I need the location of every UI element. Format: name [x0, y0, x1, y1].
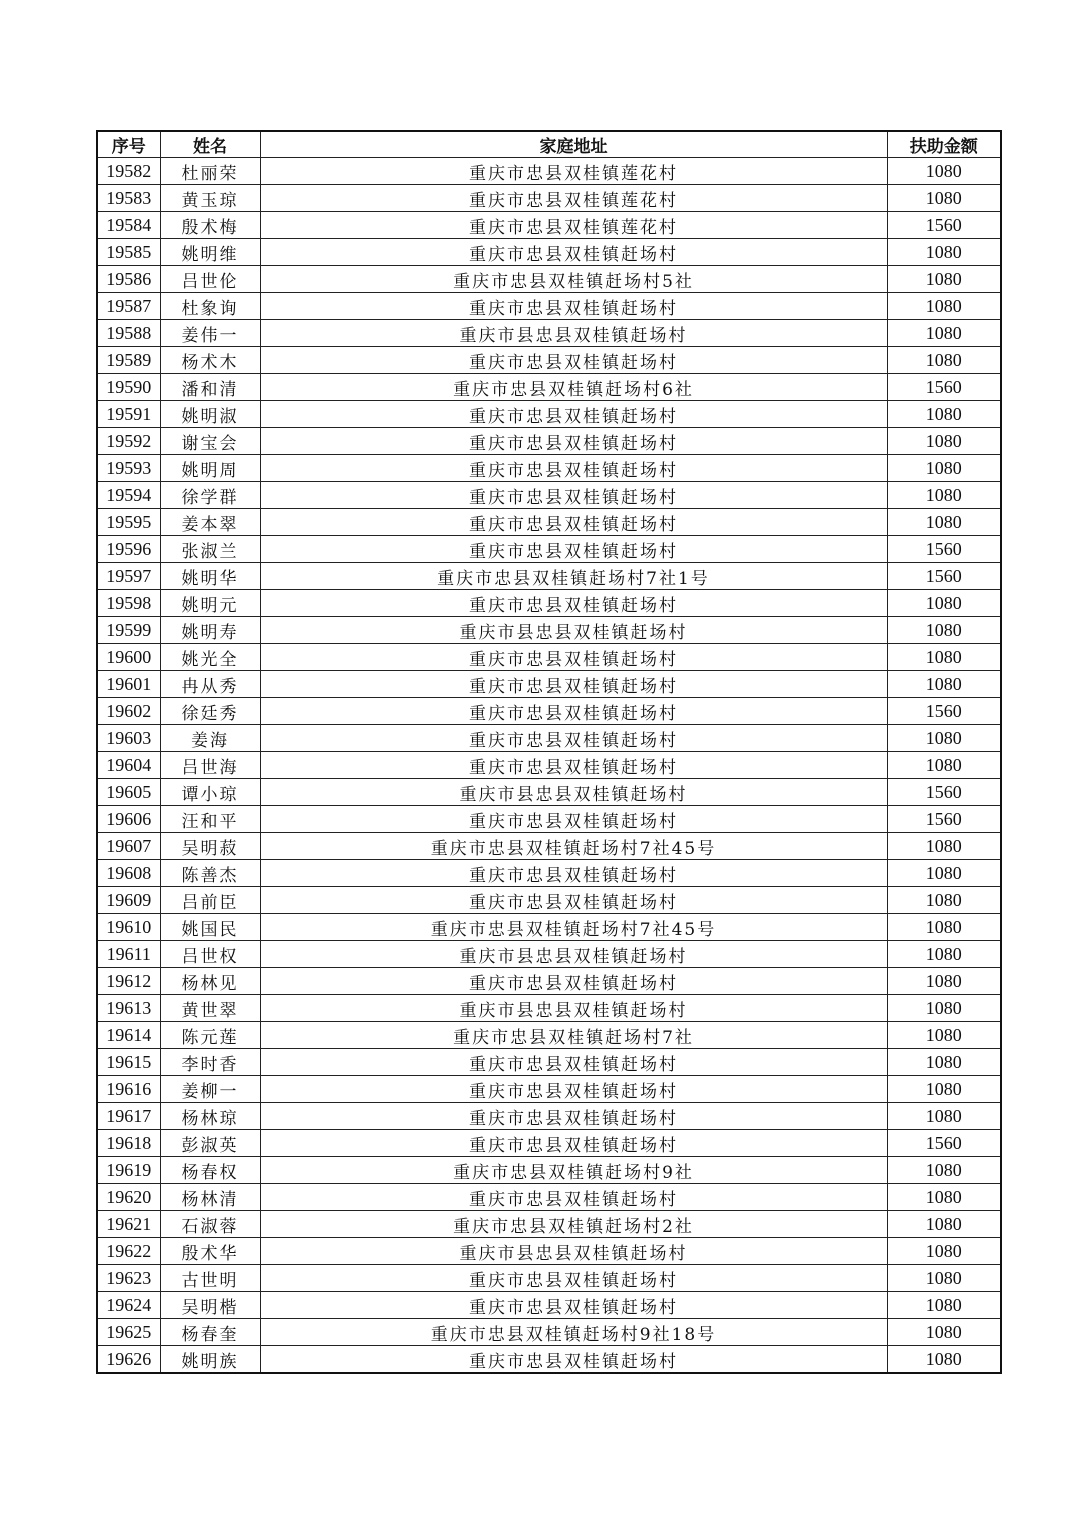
row-amount-cell: 1560 [887, 374, 1001, 401]
row-address-cell: 重庆市忠县双桂镇赶场村 [260, 536, 887, 563]
row-seq-cell: 19596 [97, 536, 160, 563]
table-row [97, 1184, 1001, 1211]
row-amount-cell: 1560 [887, 563, 1001, 590]
row-name-cell: 姚明淑 [160, 401, 260, 428]
table-row [97, 1157, 1001, 1184]
row-seq-cell: 19620 [97, 1184, 160, 1211]
row-amount-cell: 1080 [887, 1319, 1001, 1346]
table-row [97, 455, 1001, 482]
row-name-cell: 谢宝会 [160, 428, 260, 455]
row-address-cell: 重庆市忠县双桂镇赶场村 [260, 752, 887, 779]
row-name-cell: 吕世海 [160, 752, 260, 779]
row-address-cell: 重庆市忠县双桂镇赶场村 [260, 1103, 887, 1130]
row-amount-cell: 1080 [887, 401, 1001, 428]
row-amount-cell: 1560 [887, 779, 1001, 806]
row-seq-cell: 19621 [97, 1211, 160, 1238]
row-amount-cell: 1080 [887, 590, 1001, 617]
row-amount-cell: 1080 [887, 320, 1001, 347]
row-amount-cell: 1080 [887, 239, 1001, 266]
row-seq-cell: 19584 [97, 212, 160, 239]
row-seq-cell: 19606 [97, 806, 160, 833]
row-amount-cell: 1080 [887, 671, 1001, 698]
row-name-cell: 殷术华 [160, 1238, 260, 1265]
row-amount-cell: 1080 [887, 293, 1001, 320]
table-row [97, 212, 1001, 239]
row-seq-cell: 19609 [97, 887, 160, 914]
table-row [97, 293, 1001, 320]
row-address-cell: 重庆市忠县双桂镇莲花村 [260, 212, 887, 239]
row-address-cell: 重庆市县忠县双桂镇赶场村 [260, 779, 887, 806]
assistance-table [96, 130, 1002, 1374]
row-amount-cell: 1080 [887, 860, 1001, 887]
row-amount-cell: 1080 [887, 1346, 1001, 1374]
row-seq-cell: 19623 [97, 1265, 160, 1292]
row-name-cell: 李时香 [160, 1049, 260, 1076]
table-row [97, 752, 1001, 779]
row-amount-cell: 1560 [887, 212, 1001, 239]
row-seq-cell: 19617 [97, 1103, 160, 1130]
table-row [97, 266, 1001, 293]
row-amount-cell: 1080 [887, 347, 1001, 374]
row-amount-cell: 1080 [887, 833, 1001, 860]
row-seq-cell: 19613 [97, 995, 160, 1022]
row-name-cell: 姚明周 [160, 455, 260, 482]
row-seq-cell: 19625 [97, 1319, 160, 1346]
row-amount-cell: 1080 [887, 1157, 1001, 1184]
table-row [97, 239, 1001, 266]
row-name-cell: 吴明菽 [160, 833, 260, 860]
table-row [97, 1238, 1001, 1265]
row-address-cell: 重庆市忠县双桂镇赶场村 [260, 509, 887, 536]
table-row [97, 671, 1001, 698]
row-name-cell: 黄世翠 [160, 995, 260, 1022]
row-name-cell: 陈善杰 [160, 860, 260, 887]
row-amount-cell: 1080 [887, 1265, 1001, 1292]
row-name-cell: 杨林琼 [160, 1103, 260, 1130]
table-row [97, 968, 1001, 995]
table-header-row [97, 131, 1001, 158]
row-seq-cell: 19604 [97, 752, 160, 779]
row-name-cell: 杜象询 [160, 293, 260, 320]
row-seq-cell: 19624 [97, 1292, 160, 1319]
row-seq-cell: 19595 [97, 509, 160, 536]
row-amount-cell: 1080 [887, 1238, 1001, 1265]
table-row [97, 941, 1001, 968]
row-amount-cell: 1080 [887, 1022, 1001, 1049]
header-address: 家庭地址 [260, 131, 887, 158]
row-name-cell: 谭小琼 [160, 779, 260, 806]
row-seq-cell: 19602 [97, 698, 160, 725]
table-row [97, 779, 1001, 806]
row-name-cell: 姜伟一 [160, 320, 260, 347]
row-seq-cell: 19610 [97, 914, 160, 941]
row-address-cell: 重庆市忠县双桂镇赶场村 [260, 671, 887, 698]
table-row [97, 563, 1001, 590]
row-address-cell: 重庆市忠县双桂镇赶场村2社 [260, 1211, 887, 1238]
row-address-cell: 重庆市忠县双桂镇赶场村 [260, 1184, 887, 1211]
row-name-cell: 姚光全 [160, 644, 260, 671]
row-seq-cell: 19594 [97, 482, 160, 509]
table-row [97, 725, 1001, 752]
table-row [97, 428, 1001, 455]
row-address-cell: 重庆市忠县双桂镇赶场村 [260, 1346, 887, 1374]
row-amount-cell: 1560 [887, 536, 1001, 563]
row-address-cell: 重庆市忠县双桂镇赶场村5社 [260, 266, 887, 293]
row-amount-cell: 1080 [887, 1103, 1001, 1130]
table-row [97, 617, 1001, 644]
row-address-cell: 重庆市忠县双桂镇赶场村 [260, 401, 887, 428]
row-seq-cell: 19591 [97, 401, 160, 428]
table-row [97, 590, 1001, 617]
row-seq-cell: 19619 [97, 1157, 160, 1184]
row-amount-cell: 1080 [887, 644, 1001, 671]
row-seq-cell: 19608 [97, 860, 160, 887]
table-row [97, 1319, 1001, 1346]
row-amount-cell: 1080 [887, 266, 1001, 293]
row-address-cell: 重庆市忠县双桂镇赶场村7社1号 [260, 563, 887, 590]
row-name-cell: 姜本翠 [160, 509, 260, 536]
table-row [97, 860, 1001, 887]
table-row [97, 1130, 1001, 1157]
table-row [97, 1265, 1001, 1292]
row-seq-cell: 19589 [97, 347, 160, 374]
row-seq-cell: 19587 [97, 293, 160, 320]
header-amount: 扶助金额 [887, 131, 1001, 158]
row-address-cell: 重庆市忠县双桂镇莲花村 [260, 185, 887, 212]
row-seq-cell: 19597 [97, 563, 160, 590]
row-address-cell: 重庆市忠县双桂镇赶场村 [260, 887, 887, 914]
row-address-cell: 重庆市忠县双桂镇赶场村7社 [260, 1022, 887, 1049]
row-name-cell: 古世明 [160, 1265, 260, 1292]
table-row [97, 833, 1001, 860]
table-row [97, 1103, 1001, 1130]
row-name-cell: 吴明楷 [160, 1292, 260, 1319]
row-amount-cell: 1560 [887, 806, 1001, 833]
row-amount-cell: 1080 [887, 428, 1001, 455]
row-address-cell: 重庆市忠县双桂镇赶场村7社45号 [260, 833, 887, 860]
row-address-cell: 重庆市忠县双桂镇赶场村7社45号 [260, 914, 887, 941]
row-seq-cell: 19592 [97, 428, 160, 455]
table-row [97, 374, 1001, 401]
row-name-cell: 杨春奎 [160, 1319, 260, 1346]
row-amount-cell: 1080 [887, 752, 1001, 779]
row-amount-cell: 1560 [887, 698, 1001, 725]
row-name-cell: 徐学群 [160, 482, 260, 509]
row-address-cell: 重庆市忠县双桂镇赶场村 [260, 1265, 887, 1292]
row-name-cell: 杨术木 [160, 347, 260, 374]
row-amount-cell: 1080 [887, 968, 1001, 995]
row-address-cell: 重庆市忠县双桂镇赶场村 [260, 590, 887, 617]
table-row [97, 995, 1001, 1022]
row-address-cell: 重庆市忠县双桂镇赶场村 [260, 455, 887, 482]
row-address-cell: 重庆市忠县双桂镇赶场村6社 [260, 374, 887, 401]
row-amount-cell: 1080 [887, 1184, 1001, 1211]
row-name-cell: 姜柳一 [160, 1076, 260, 1103]
row-amount-cell: 1080 [887, 995, 1001, 1022]
row-amount-cell: 1080 [887, 914, 1001, 941]
row-amount-cell: 1080 [887, 887, 1001, 914]
table-row [97, 347, 1001, 374]
row-address-cell: 重庆市忠县双桂镇赶场村 [260, 482, 887, 509]
row-name-cell: 杨林清 [160, 1184, 260, 1211]
table-row [97, 482, 1001, 509]
row-seq-cell: 19626 [97, 1346, 160, 1374]
row-address-cell: 重庆市忠县双桂镇赶场村 [260, 968, 887, 995]
row-seq-cell: 19601 [97, 671, 160, 698]
row-name-cell: 姜海 [160, 725, 260, 752]
row-name-cell: 潘和清 [160, 374, 260, 401]
row-seq-cell: 19590 [97, 374, 160, 401]
row-name-cell: 杨林见 [160, 968, 260, 995]
table-row [97, 644, 1001, 671]
row-seq-cell: 19616 [97, 1076, 160, 1103]
row-seq-cell: 19605 [97, 779, 160, 806]
row-seq-cell: 19614 [97, 1022, 160, 1049]
row-name-cell: 吕世权 [160, 941, 260, 968]
row-seq-cell: 19599 [97, 617, 160, 644]
row-name-cell: 杜丽荣 [160, 158, 260, 185]
row-amount-cell: 1080 [887, 158, 1001, 185]
row-name-cell: 姚明元 [160, 590, 260, 617]
table-row [97, 887, 1001, 914]
row-amount-cell: 1080 [887, 1292, 1001, 1319]
table-row [97, 1211, 1001, 1238]
table-row [97, 1292, 1001, 1319]
row-address-cell: 重庆市县忠县双桂镇赶场村 [260, 1238, 887, 1265]
row-name-cell: 徐廷秀 [160, 698, 260, 725]
row-seq-cell: 19586 [97, 266, 160, 293]
row-name-cell: 冉从秀 [160, 671, 260, 698]
row-name-cell: 姚明维 [160, 239, 260, 266]
row-name-cell: 吕世伦 [160, 266, 260, 293]
row-address-cell: 重庆市忠县双桂镇赶场村 [260, 1076, 887, 1103]
row-amount-cell: 1080 [887, 1049, 1001, 1076]
row-name-cell: 姚明寿 [160, 617, 260, 644]
row-amount-cell: 1080 [887, 1211, 1001, 1238]
row-seq-cell: 19618 [97, 1130, 160, 1157]
row-amount-cell: 1080 [887, 482, 1001, 509]
row-amount-cell: 1560 [887, 1130, 1001, 1157]
row-name-cell: 汪和平 [160, 806, 260, 833]
row-seq-cell: 19607 [97, 833, 160, 860]
row-seq-cell: 19622 [97, 1238, 160, 1265]
header-name: 姓名 [160, 131, 260, 158]
row-name-cell: 姚明华 [160, 563, 260, 590]
row-name-cell: 张淑兰 [160, 536, 260, 563]
row-name-cell: 姚明族 [160, 1346, 260, 1374]
header-seq: 序号 [97, 131, 160, 158]
table-row [97, 1049, 1001, 1076]
row-name-cell: 姚国民 [160, 914, 260, 941]
table-row [97, 158, 1001, 185]
row-address-cell: 重庆市忠县双桂镇赶场村 [260, 806, 887, 833]
row-name-cell: 彭淑英 [160, 1130, 260, 1157]
row-name-cell: 陈元莲 [160, 1022, 260, 1049]
row-name-cell: 石淑蓉 [160, 1211, 260, 1238]
row-amount-cell: 1080 [887, 941, 1001, 968]
table-row [97, 806, 1001, 833]
row-seq-cell: 19583 [97, 185, 160, 212]
row-amount-cell: 1080 [887, 185, 1001, 212]
row-address-cell: 重庆市县忠县双桂镇赶场村 [260, 995, 887, 1022]
table-row [97, 698, 1001, 725]
table-row [97, 1346, 1001, 1374]
row-name-cell: 吕前臣 [160, 887, 260, 914]
row-address-cell: 重庆市县忠县双桂镇赶场村 [260, 617, 887, 644]
row-address-cell: 重庆市忠县双桂镇赶场村 [260, 698, 887, 725]
row-amount-cell: 1080 [887, 725, 1001, 752]
row-seq-cell: 19612 [97, 968, 160, 995]
row-seq-cell: 19593 [97, 455, 160, 482]
row-address-cell: 重庆市忠县双桂镇赶场村 [260, 239, 887, 266]
row-seq-cell: 19598 [97, 590, 160, 617]
row-address-cell: 重庆市忠县双桂镇赶场村 [260, 1049, 887, 1076]
row-address-cell: 重庆市忠县双桂镇赶场村 [260, 428, 887, 455]
row-address-cell: 重庆市忠县双桂镇赶场村 [260, 644, 887, 671]
row-amount-cell: 1080 [887, 1076, 1001, 1103]
row-seq-cell: 19615 [97, 1049, 160, 1076]
row-seq-cell: 19585 [97, 239, 160, 266]
table-row [97, 320, 1001, 347]
row-amount-cell: 1080 [887, 617, 1001, 644]
row-amount-cell: 1080 [887, 509, 1001, 536]
table-row [97, 509, 1001, 536]
table-row [97, 1022, 1001, 1049]
row-seq-cell: 19582 [97, 158, 160, 185]
row-name-cell: 杨春权 [160, 1157, 260, 1184]
row-address-cell: 重庆市忠县双桂镇赶场村 [260, 1130, 887, 1157]
table-body [97, 158, 1001, 1374]
table-row [97, 401, 1001, 428]
table-row [97, 1076, 1001, 1103]
row-address-cell: 重庆市忠县双桂镇赶场村 [260, 860, 887, 887]
row-seq-cell: 19611 [97, 941, 160, 968]
row-address-cell: 重庆市忠县双桂镇赶场村 [260, 1292, 887, 1319]
row-address-cell: 重庆市忠县双桂镇赶场村 [260, 293, 887, 320]
table-row [97, 536, 1001, 563]
row-seq-cell: 19600 [97, 644, 160, 671]
table-row [97, 185, 1001, 212]
row-address-cell: 重庆市县忠县双桂镇赶场村 [260, 941, 887, 968]
row-name-cell: 黄玉琼 [160, 185, 260, 212]
row-address-cell: 重庆市县忠县双桂镇赶场村 [260, 320, 887, 347]
row-address-cell: 重庆市忠县双桂镇赶场村9社 [260, 1157, 887, 1184]
table-row [97, 914, 1001, 941]
row-amount-cell: 1080 [887, 455, 1001, 482]
row-address-cell: 重庆市忠县双桂镇赶场村 [260, 347, 887, 374]
row-address-cell: 重庆市忠县双桂镇莲花村 [260, 158, 887, 185]
row-seq-cell: 19603 [97, 725, 160, 752]
row-address-cell: 重庆市忠县双桂镇赶场村 [260, 725, 887, 752]
row-name-cell: 殷术梅 [160, 212, 260, 239]
row-address-cell: 重庆市忠县双桂镇赶场村9社18号 [260, 1319, 887, 1346]
row-seq-cell: 19588 [97, 320, 160, 347]
